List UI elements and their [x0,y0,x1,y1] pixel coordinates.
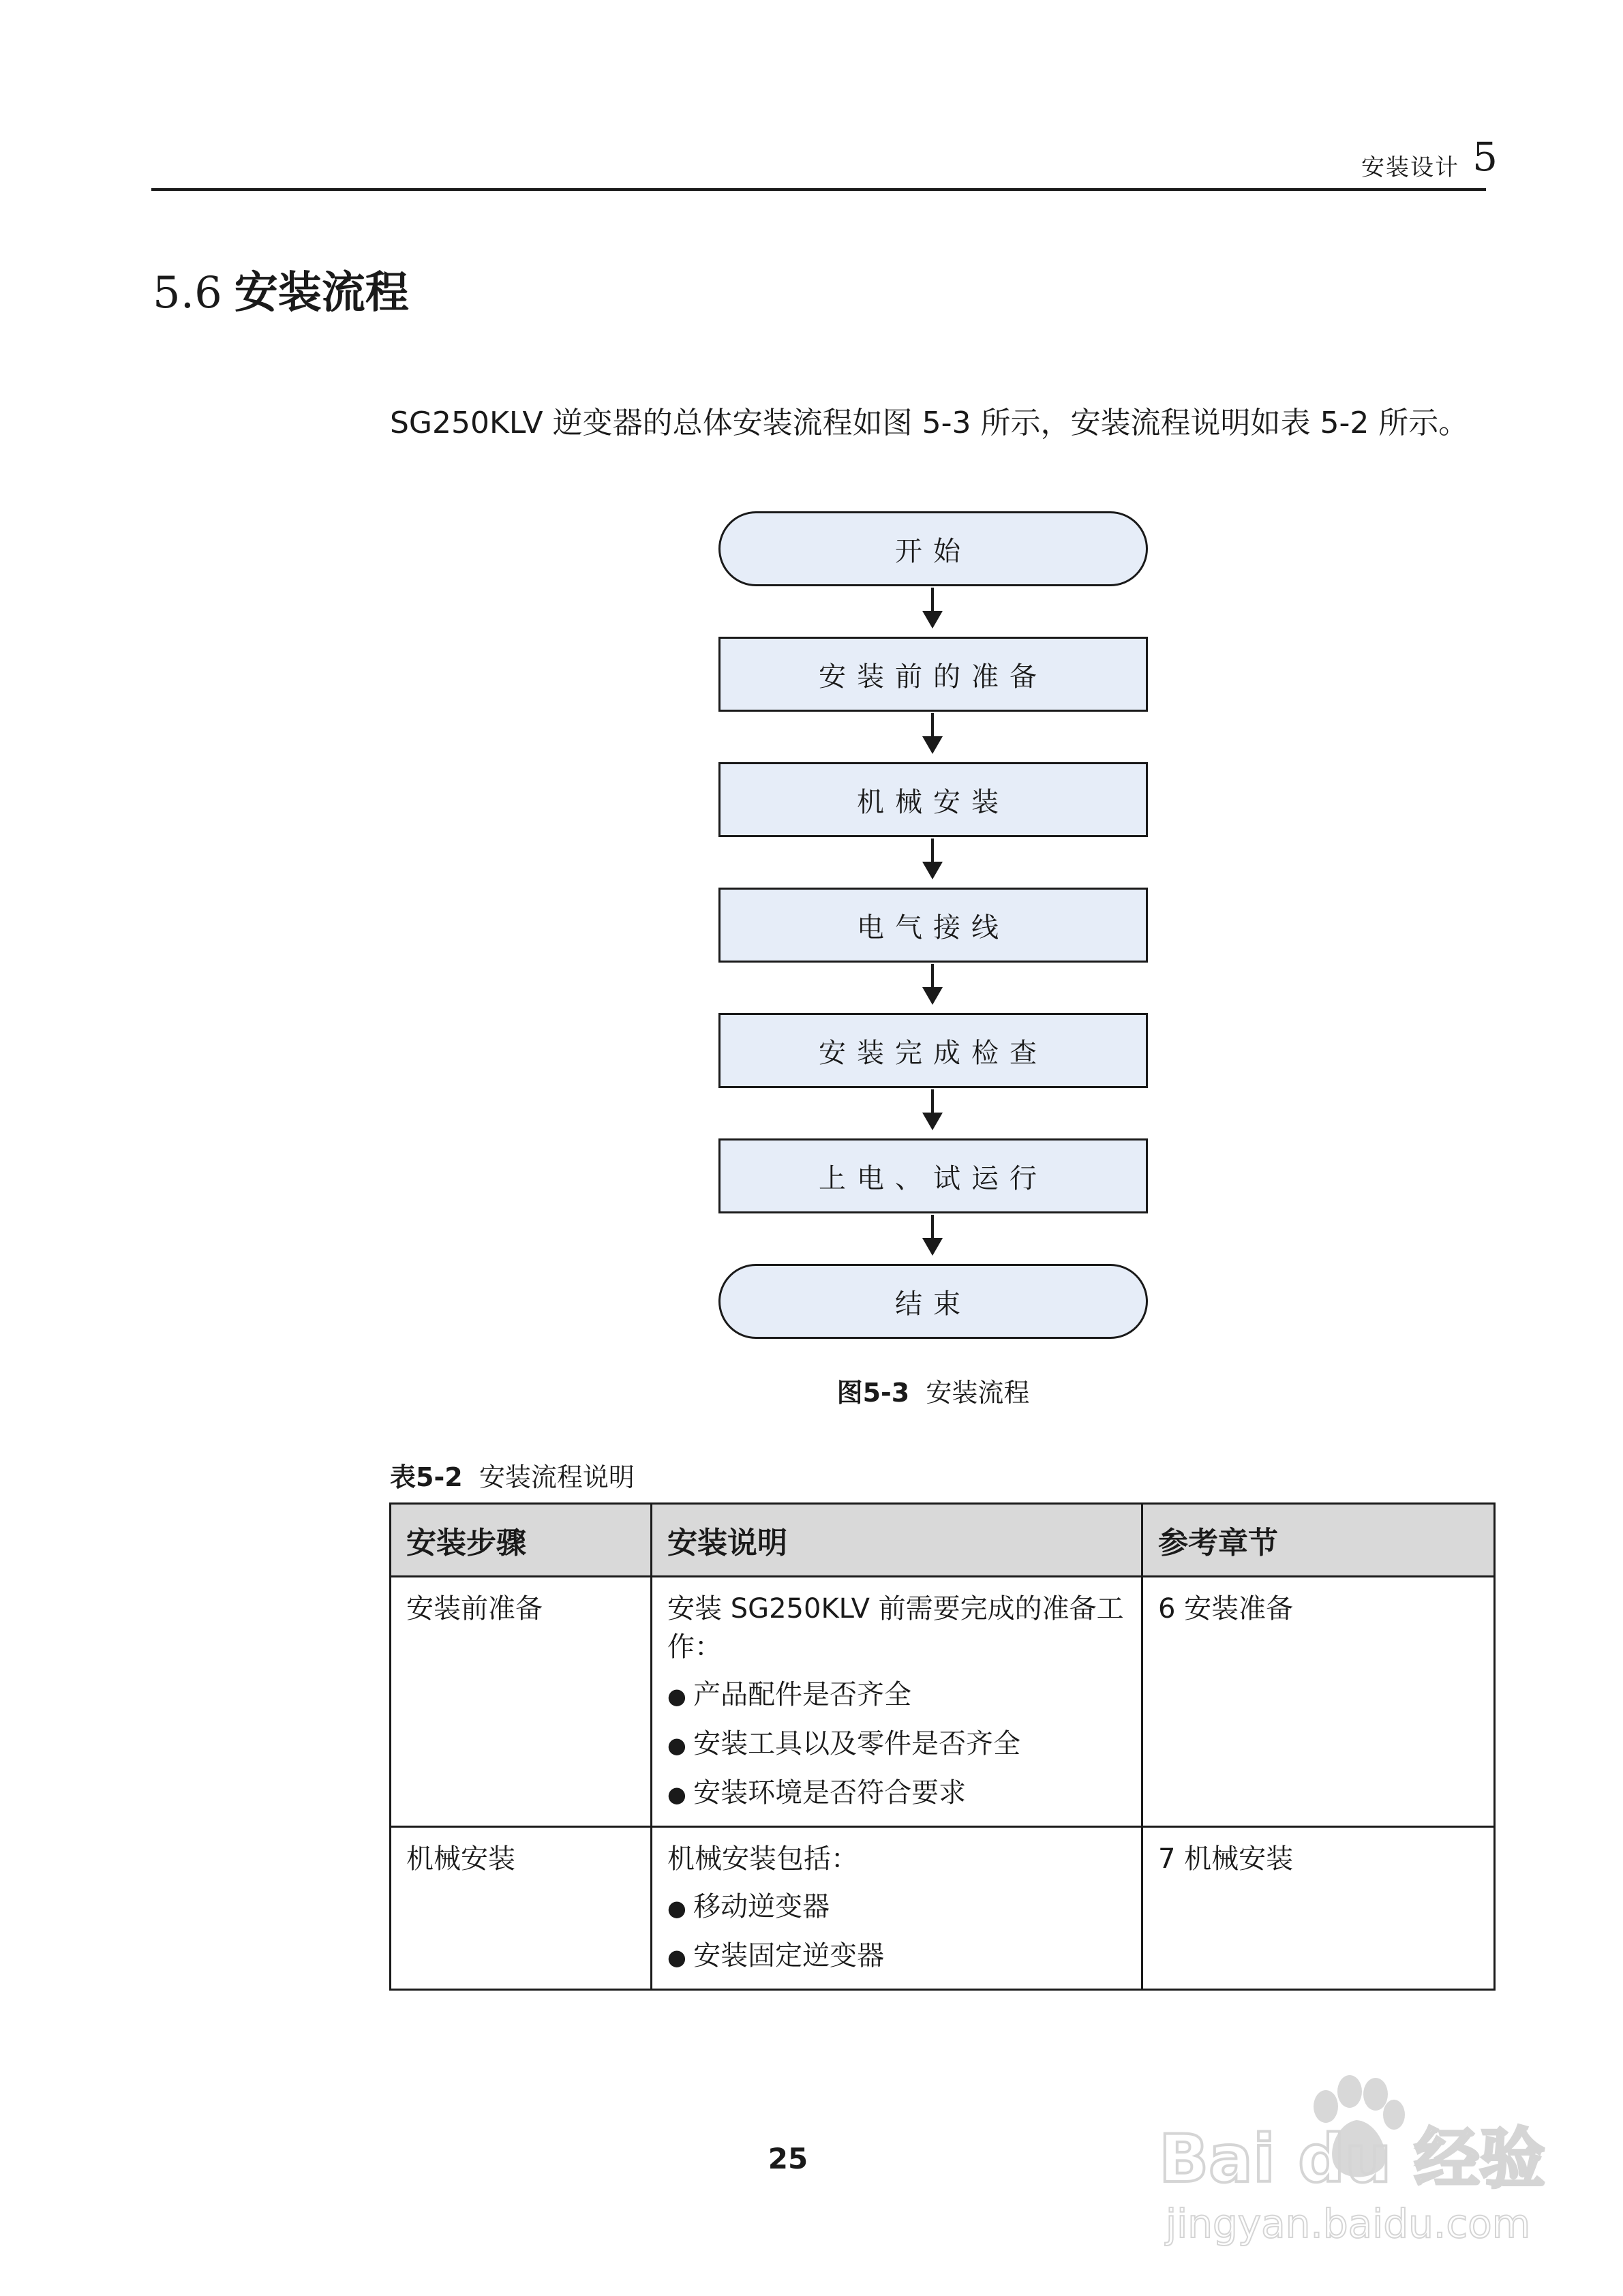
desc-text: 机械安装包括： [667,1843,858,1875]
watermark-url: jingyan.baidu.com [1166,2201,1531,2247]
table-title: 安装流程说明 [479,1462,635,1492]
flow-node-mechanical: 机械安装 [718,762,1148,837]
step-text: 机械安装 [406,1843,515,1875]
flow-arrow [931,964,934,1002]
cell-ref [1142,1577,1495,1827]
figure-title: 安装流程 [926,1378,1030,1408]
desc-bullet: ● 安装固定逆变器 [667,1937,1126,1976]
section-title-text: 安装流程 [234,268,409,318]
ref-text: 6 安装准备 [1158,1593,1294,1625]
flow-arrow [931,839,934,877]
figure-caption [0,1372,1623,1409]
ref-text: 7 机械安装 [1158,1843,1294,1875]
intro-paragraph: SG250KLV 逆变器的总体安装流程如图 5-3 所示，安装流程说明如表 5-2 所示。 [390,406,1469,440]
table-row [391,1827,1495,1990]
cell-ref [1142,1827,1495,1990]
cell-desc [652,1827,1142,1990]
watermark-brand: Bai du 经验 [1159,2121,1545,2197]
table-caption [390,1456,635,1494]
desc-bullet: ● 移动逆变器 [667,1888,1126,1927]
col-header-ref: 参考章节 [1142,1504,1495,1577]
desc-text: 安装 SG250KLV 前需要完成的准备工作： [667,1593,1124,1663]
cell-step [391,1577,652,1827]
cell-desc [652,1577,1142,1827]
figure-label: 图5-3 [836,1378,910,1408]
flow-node-prep: 安装前的准备 [718,637,1148,712]
baidu-paw-icon [1152,2059,1561,2250]
page-number: 25 [768,2142,808,2175]
table-header-row [391,1504,1495,1577]
baidu-watermark [1152,2059,1561,2250]
flow-node-check: 安装完成检查 [718,1013,1148,1088]
flow-node-start: 开始 [718,511,1148,586]
desc-bullet: ● 安装环境是否符合要求 [667,1774,1126,1813]
section-number: 5.6 [153,268,222,318]
install-steps-table [389,1502,1496,1991]
flow-node-poweron: 上电、试运行 [718,1138,1148,1213]
flow-node-end: 结束 [718,1264,1148,1339]
step-text: 安装前准备 [406,1593,543,1625]
flow-arrow [931,588,934,626]
col-header-desc: 安装说明 [652,1504,1142,1577]
flow-arrow [931,1215,934,1253]
flow-arrow [931,1089,934,1128]
running-header-chapter: 5 [1472,134,1498,180]
desc-bullet: ● 安装工具以及零件是否齐全 [667,1725,1126,1764]
table-row [391,1577,1495,1827]
flow-node-wiring: 电气接线 [718,888,1148,963]
running-header-title: 安装设计 [1361,154,1459,181]
desc-bullet: ● 产品配件是否齐全 [667,1676,1126,1715]
col-header-step: 安装步骤 [391,1504,652,1577]
table-label: 表5-2 [390,1462,463,1492]
flow-arrow [931,713,934,751]
cell-step [391,1827,652,1990]
